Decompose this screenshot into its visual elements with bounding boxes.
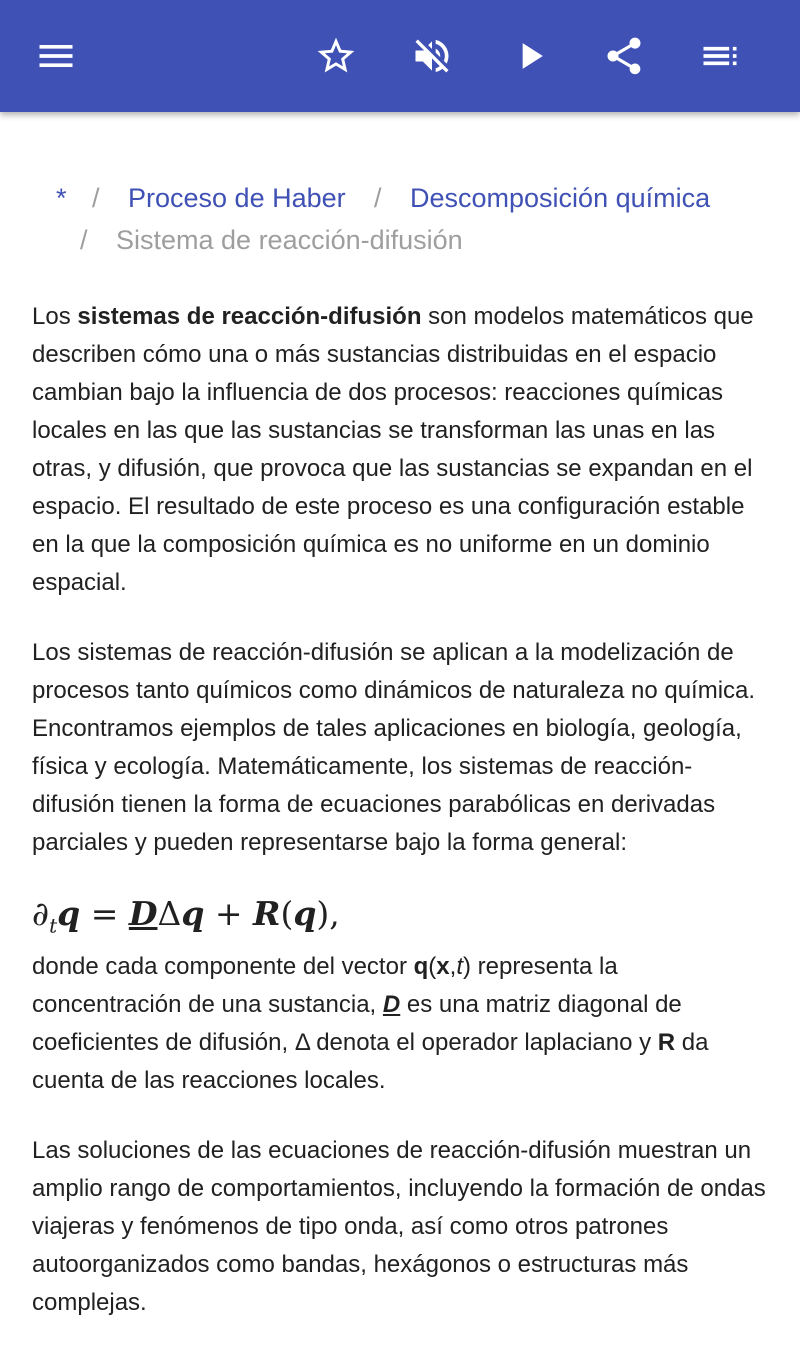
paragraph-applications: Los sistemas de reacción-difusión se aplican a la modelización de procesos tanto químicos como dinámicos de naturaleza no química. Encontramos ejemplos de tales aplicaciones en biología, geología, física y ecología. Matemáticamente, los sistemas de reacción-difusión tienen la forma de ecuaciones parabólicas en derivadas parciales y pueden representarse bajo la forma general: [32, 639, 756, 856]
volume-off-icon [410, 34, 454, 78]
paragraph-intro: Los sistemas de reacción-difusión son modelos matemáticos que describen cómo una o más sustancias distribuidas en el espacio cambian bajo la influencia de dos procesos: reacciones químicas locales en las que las sustancias se transforman las unas en las otras, y difusión, que provoca que las sustancias se expandan en el espacio. El resultado de este proceso es una configuración estable en la que la composición química es no uniforme en un dominio espacial. [32, 303, 754, 596]
play-button[interactable] [498, 24, 562, 88]
article-scroll-area[interactable] [0, 112, 800, 1316]
paragraph-solutions: Las soluciones de las ecuaciones de reacción-difusión muestran un amplio rango de comportamientos, incluyendo la formación de ondas viajeras y fenómenos de tipo onda, así como otros patrones autoorganizados como bandas, hexágonos o estructuras más complejas. [32, 1136, 766, 1316]
article-body [32, 298, 772, 1354]
mute-button[interactable] [400, 24, 464, 88]
table-of-contents-icon [698, 34, 742, 78]
share-button[interactable] [592, 24, 656, 88]
breadcrumb-current-page: Sistema de reacción-difusión [116, 225, 463, 255]
play-icon [508, 34, 552, 78]
breadcrumb-separator: / [92, 183, 100, 213]
breadcrumb-separator: / [80, 225, 88, 255]
breadcrumb-separator: / [374, 183, 382, 213]
breadcrumb-link-proceso-de-haber[interactable]: Proceso de Haber [128, 183, 346, 213]
table-of-contents-button[interactable] [688, 24, 752, 88]
breadcrumb-link-descomposicion-quimica[interactable]: Descomposición química [410, 183, 711, 213]
favorite-button[interactable] [304, 24, 368, 88]
term-highlight: sistemas de reacción-difusión [77, 303, 422, 330]
hamburger-menu-icon [34, 34, 78, 78]
app-bar [0, 0, 800, 112]
reaction-diffusion-equation: $\partial_tq = D\Delta q + R(q)$, [32, 894, 340, 938]
breadcrumb-home-link[interactable]: * [56, 183, 67, 213]
breadcrumb [0, 172, 800, 272]
star-outline-icon [314, 34, 358, 78]
paragraph-formula-explanation: donde cada componente del vector q(x,t) representa la concentración de una sustancia, D es una matriz diagonal de coeficientes de difusión, Δ denota el operador laplaciano y R da cuenta de las reacciones locales. [32, 952, 709, 1094]
menu-button[interactable] [24, 24, 88, 88]
share-icon [602, 34, 646, 78]
